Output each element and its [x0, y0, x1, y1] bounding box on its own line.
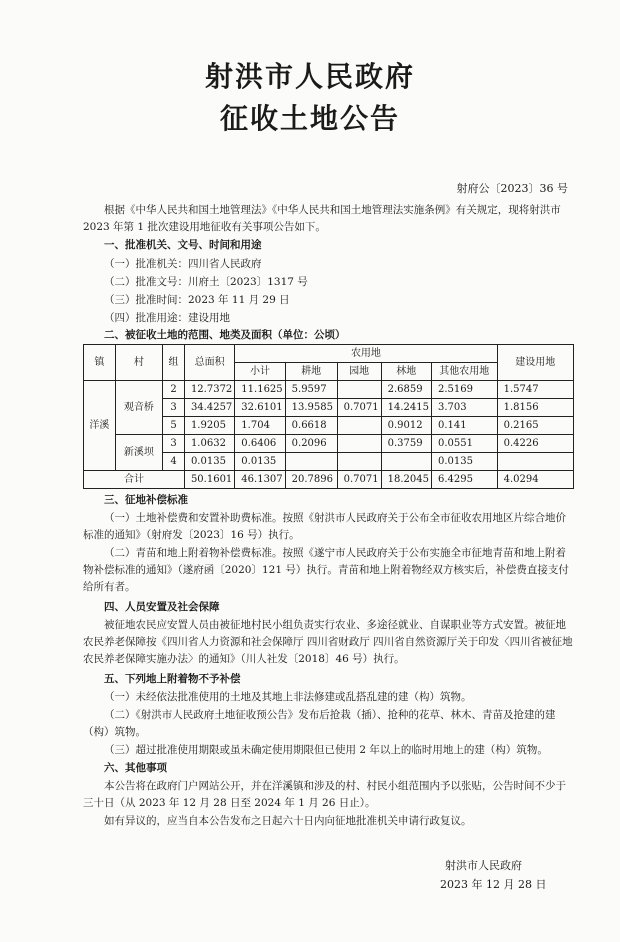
cultivated-cell: 13.9585 [285, 399, 337, 417]
subtotal-cell: 32.6101 [235, 399, 285, 417]
garden-cell: 0.7071 [337, 471, 381, 489]
section1-item: （二）批准文号：川府土〔2023〕1317 号 [104, 276, 308, 288]
section1-item: （四）批准用途：建设用地 [104, 312, 230, 324]
total-cell: 34.4257 [184, 399, 234, 417]
section1-heading: 一、批准机关、文号、时间和用途 [104, 239, 262, 251]
section5-paragraph: （二）《射洪市人民政府土地征收预公告》发布后抢栽（插）、抢种的花草、林木、青苗及抢建的建（构）筑物。 [83, 709, 556, 738]
subtotal-cell: 0.0135 [235, 453, 285, 471]
header-town: 镇 [84, 345, 116, 381]
table-header-row [84, 345, 574, 363]
document-number: 射府公〔2023〕36 号 [456, 182, 568, 195]
header-village: 村 [115, 345, 162, 381]
construction-cell: 0.2165 [497, 417, 573, 435]
forest-cell: 2.6859 [381, 381, 431, 399]
cultivated-cell: 0.6618 [285, 417, 337, 435]
section2-heading: 二、被征收土地的范围、地类及面积（单位：公顷） [104, 329, 346, 341]
garden-cell [337, 453, 381, 471]
other-farm-cell: 3.703 [431, 399, 497, 417]
cultivated-cell: 5.9597 [285, 381, 337, 399]
other-farm-cell: 6.4295 [431, 471, 497, 489]
other-farm-cell: 0.0551 [431, 435, 497, 453]
village-cell: 新溪坝 [115, 435, 162, 471]
section4-paragraph: 被征地农民应安置人员由被征地村民小组负责实行农业、多途径就业、自谋职业等方式安置。被征地农民养老保障按《四川省人力资源和社会保障厅 四川省财政厅 四川省自然资源厅关于印发〈四川省被征地农民养老保障实施办法〉的通知》（川人社发〔2018〕46 号）执行。 [83, 619, 573, 665]
total-cell: 50.1601 [184, 471, 234, 489]
construction-cell: 1.8156 [497, 399, 573, 417]
section5-paragraph: （一）未经依法批准使用的土地及其地上非法修建或乱搭乱建的建（构）筑物。 [104, 691, 472, 703]
header-other-farm: 其他农用地 [431, 363, 497, 381]
garden-cell: 0.7071 [337, 399, 381, 417]
village-cell: 观音桥 [115, 381, 162, 435]
section3-paragraph: （二）青苗和地上附着物补偿费标准。按照《遂宁市人民政府关于公布实施全市征地青苗和地上附着物补偿标准的通知》（遂府函〔2020〕121 号）执行。青苗和地上附着物经双方核实后，补偿费直接支付给所有者。 [83, 547, 569, 593]
table-row [84, 435, 574, 453]
section3-paragraph: （一）土地补偿费和安置补助费标准。按照《射洪市人民政府关于公布全市征收农用地区片综合地价标准的通知》（射府发〔2023〕16 号）执行。 [83, 512, 566, 541]
table-total-row [84, 471, 574, 489]
page-title: 射洪市人民政府 [204, 60, 415, 93]
forest-cell: 0.3759 [381, 435, 431, 453]
group-cell: 5 [163, 417, 185, 435]
header-total: 总面积 [184, 345, 234, 381]
cultivated-cell [285, 453, 337, 471]
construction-cell [497, 453, 573, 471]
town-cell: 洋溪 [84, 381, 116, 471]
forest-cell [381, 453, 431, 471]
forest-cell: 14.2415 [381, 399, 431, 417]
subtotal-cell: 1.704 [235, 417, 285, 435]
signature-org: 射洪市人民政府 [445, 859, 522, 872]
total-cell: 12.7372 [184, 381, 234, 399]
section1-item: （一）批准机关：四川省人民政府 [104, 258, 262, 270]
section1-item: （三）批准时间：2023 年 11 月 29 日 [104, 294, 290, 306]
header-subtotal: 小计 [235, 363, 285, 381]
total-cell: 0.0135 [184, 453, 234, 471]
subtotal-cell: 0.6406 [235, 435, 285, 453]
section5-heading: 五、下列地上附着物不予补偿 [104, 673, 241, 685]
header-forest: 林地 [381, 363, 431, 381]
intro-paragraph: 根据《中华人民共和国土地管理法》《中华人民共和国土地管理法实施条例》有关规定，现将射洪市 2023 年第 1 批次建设用地征收有关事项公告如下。 [83, 204, 561, 233]
total-cell: 1.0632 [184, 435, 234, 453]
forest-cell: 18.2045 [381, 471, 431, 489]
section6-heading: 六、其他事项 [104, 762, 167, 774]
garden-cell [337, 435, 381, 453]
subtotal-cell: 11.1625 [235, 381, 285, 399]
subtotal-cell: 46.1307 [235, 471, 285, 489]
group-cell: 3 [163, 399, 185, 417]
page-subtitle: 征收土地公告 [219, 102, 400, 135]
total-label: 合计 [84, 471, 185, 489]
garden-cell [337, 381, 381, 399]
header-farmland: 农用地 [235, 345, 497, 363]
header-group: 组 [163, 345, 185, 381]
header-garden: 园地 [337, 363, 381, 381]
section6-paragraph: 如有异议的，应当自本公告发布之日起六十日内向征地批准机关申请行政复议。 [104, 815, 472, 827]
section5-paragraph: （三）超过批准使用期限或虽未确定使用期限但已使用 2 年以上的临时用地上的建（构）筑物。 [104, 744, 548, 756]
other-farm-cell: 2.5169 [431, 381, 497, 399]
group-cell: 3 [163, 435, 185, 453]
other-farm-cell: 0.141 [431, 417, 497, 435]
section6-paragraph: 本公告将在政府门户网站公开，并在洋溪镇和涉及的村、村民小组范围内予以张贴，公告时间不少于三十日（从 2023 年 12 月 28 日至 2024 年 1 月 26 日止）。 [83, 780, 566, 809]
construction-cell: 0.4226 [497, 435, 573, 453]
construction-cell: 1.5747 [497, 381, 573, 399]
signature-date: 2023 年 12 月 28 日 [440, 878, 547, 891]
table-row [84, 381, 574, 399]
construction-cell: 4.0294 [497, 471, 573, 489]
cultivated-cell: 20.7896 [285, 471, 337, 489]
header-construction: 建设用地 [497, 345, 573, 381]
total-cell: 1.9205 [184, 417, 234, 435]
group-cell: 2 [163, 381, 185, 399]
other-farm-cell: 0.0135 [431, 453, 497, 471]
forest-cell: 0.9012 [381, 417, 431, 435]
cultivated-cell: 0.2096 [285, 435, 337, 453]
section4-heading: 四、人员安置及社会保障 [104, 601, 220, 613]
header-cultivated: 耕地 [285, 363, 337, 381]
group-cell: 4 [163, 453, 185, 471]
section3-heading: 三、征地补偿标准 [104, 494, 188, 506]
garden-cell [337, 417, 381, 435]
land-table [83, 344, 574, 489]
